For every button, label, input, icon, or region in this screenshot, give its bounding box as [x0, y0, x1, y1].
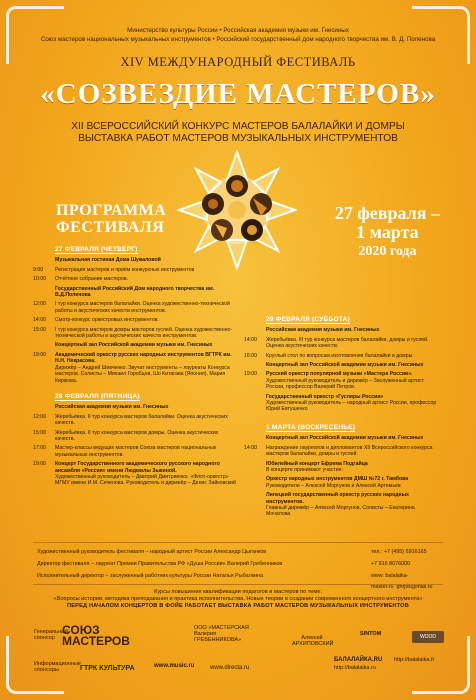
day-heading: 1 МАРТА (ВОСКРЕСЕНЬЕ): [266, 423, 356, 431]
event-venue: Российская академия музыки им. Гнесиных: [266, 327, 380, 334]
general-sponsor-label: Генеральный спонсор: [34, 629, 69, 641]
courses-line: Курсы повышения квалификации педагогов и мастеров по теме:: [154, 589, 322, 595]
event-details: [266, 492, 440, 518]
credit-row: [37, 547, 441, 559]
event-details: [266, 353, 440, 359]
day-heading: 28 ФЕВРАЛЯ (ПЯТНИЦА): [55, 392, 140, 400]
schedule-event: [244, 371, 440, 390]
organizers-line: Министерство культуры России • Российская академия музыки им. Гнесиных: [127, 27, 349, 34]
credit-text: Исполнительный директор – заслуженный работник культуры России Наталья Рыбалкина: [37, 572, 264, 579]
wood-logo: WOOD: [412, 631, 444, 643]
gtrk-logo: ГТРК КУЛЬТУРА: [80, 665, 135, 672]
event-text: I тур конкурса мастеров балалайки. Оценка художественно-технической работы и акустических качеств инструментов.: [55, 301, 230, 314]
event-time: 16:00: [244, 352, 257, 359]
program-heading-line: ПРОГРАММА: [56, 202, 167, 219]
schedule-event: [33, 317, 239, 323]
event-details: [266, 445, 440, 458]
event-details: [55, 301, 239, 314]
schedule-event: [244, 327, 440, 333]
credits: [37, 547, 441, 594]
event-details: [266, 476, 440, 489]
day-heading: 29 ФЕВРАЛЯ (СУББОТА): [266, 316, 350, 323]
schedule-event: [244, 362, 440, 368]
event-time: 10:00: [33, 276, 46, 283]
event-details: [266, 362, 440, 368]
event-time: [244, 327, 266, 333]
grebennikov-logo: ООО «МАСТЕРСКАЯ Валерия ГРЕБЕННИКОВА»: [194, 625, 249, 643]
schedule-event: [33, 267, 239, 273]
event-text: Главный дирижёр – Алексей Моргунов. Солисты – Екатерина Мочалова: [266, 504, 415, 518]
event-details: [266, 371, 440, 390]
event-venue: Концерт Государственного академического русского народного ансамбля «Россия» имени Людмилы Зыкиной.: [55, 461, 220, 474]
festival-number: XIV МЕЖДУНАРОДНЫЙ ФЕСТИВАЛЬ: [120, 55, 356, 69]
event-time: 14:00: [33, 317, 46, 324]
schedule-event: [33, 301, 239, 314]
event-details: [55, 317, 239, 323]
date-line: 1 марта: [356, 222, 419, 242]
event-venue: Оркестр народных инструментов ДМШ №72 г. Тамбова: [266, 476, 409, 483]
event-text: I тур конкурса мастеров домры мастеров гуслей. Оценка художественно-технической работы и акустических качеств инструментов.: [55, 326, 233, 340]
event-time: 12:00: [33, 301, 46, 308]
event-details: [55, 404, 239, 410]
event-details: [55, 276, 239, 282]
schedule-event: [33, 352, 239, 384]
schedule-event: [244, 476, 440, 489]
sponsors-area: [34, 617, 444, 683]
contest-line: ВЫСТАВКА РАБОТ МАСТЕРОВ МУЗЫКАЛЬНЫХ ИНСТРУМЕНТОВ: [78, 133, 398, 144]
event-text: Смотр-конкурс оркестровых инструментов.: [55, 317, 159, 324]
schedule-event: [33, 276, 239, 282]
event-details: [266, 461, 440, 474]
schedule-event: [244, 492, 440, 518]
event-time: 15:00: [33, 326, 46, 333]
balalaika-logo: БАЛАЛАЙКА.RU: [334, 657, 383, 663]
program-heading: [56, 202, 166, 236]
email-link[interactable]: gnrjvs@mail.ru: [396, 584, 433, 591]
event-time: 12:00: [33, 413, 46, 420]
union-logo: СОЮЗ МАСТЕРОВ: [62, 623, 130, 648]
event-text: Художественный руководитель и дирижёр – Заслуженный артист России, профессор Валерий Петров.: [266, 377, 424, 391]
schedule-event: [33, 342, 239, 348]
event-details: [266, 435, 440, 441]
event-details: [55, 461, 239, 487]
divider: [33, 584, 443, 585]
event-time: [244, 394, 266, 413]
event-time: [33, 342, 55, 348]
info-sponsors-label: Информационные спонсоры: [34, 661, 81, 673]
event-details: [55, 352, 239, 384]
event-time: [244, 435, 266, 441]
event-venue: Русский оркестр популярной музыки «Мастера России».: [266, 371, 413, 378]
event-text: Жеребьёвка. III тур конкурса мастеров балалайки, домры и гуслей. Оценка акустических качеств.: [266, 336, 429, 350]
event-venue: Государственный оркестр «Гусляры России»: [266, 393, 384, 400]
event-time: 19:00: [244, 371, 257, 378]
event-time: [244, 476, 266, 489]
event-venue: Музыкальная гостиная Дома Шуваловой: [55, 257, 161, 264]
schedule-right-column: [244, 316, 440, 521]
directa-logo: www.directa.ru: [210, 665, 250, 671]
balalaika-fr-link[interactable]: http://balalaika.fr: [394, 657, 435, 663]
event-time: [244, 492, 266, 518]
event-details: [55, 414, 239, 427]
schedule-left-column: [33, 246, 239, 490]
event-text: Отчётное собрание мастеров.: [55, 276, 129, 283]
event-details: [266, 327, 440, 333]
credit-row: [37, 559, 441, 571]
event-details: [55, 286, 239, 299]
divider: [33, 542, 443, 543]
event-text: Регистрация мастеров и приём конкурсных инструментов: [55, 266, 195, 273]
event-text: В концерте принимают участие:: [266, 466, 343, 473]
courses-info: [0, 589, 476, 610]
schedule-event: [33, 257, 239, 263]
date-line: 2020 года: [358, 244, 417, 259]
event-time: 19:00: [33, 461, 46, 468]
organizers: [0, 27, 476, 44]
balalaika-link[interactable]: http://balalaika.ru: [334, 665, 376, 671]
event-details: [266, 394, 440, 413]
event-venue: Липецкий государственный оркестр русских народных инструментов.: [266, 492, 409, 505]
event-details: [266, 337, 440, 350]
event-details: [55, 445, 239, 458]
day-heading: 27 ФЕВРАЛЯ (ЧЕТВЕРГ): [55, 246, 138, 253]
event-time: [244, 362, 266, 368]
event-details: [55, 342, 239, 348]
event-time: 14:00: [244, 336, 257, 343]
event-text: Художественный руководитель – народный артист России, профессор Юрий Евтушенко: [266, 400, 437, 413]
event-text: Жеребьёвка. II тур конкурса мастеров балалайки. Оценка акустических качеств.: [55, 413, 228, 427]
schedule-event: [244, 445, 440, 458]
event-text: Круглый стол по вопросам изготовления балалайки и домры.: [266, 352, 414, 359]
phone-text: +7 916 8076000: [371, 560, 411, 567]
contest-line: XII ВСЕРОССИЙСКИЙ КОНКУРС МАСТЕРОВ БАЛАЛАЙКИ И ДОМРЫ: [71, 121, 405, 132]
schedule-event: [33, 445, 239, 458]
event-details: [55, 257, 239, 263]
event-time: [244, 461, 266, 474]
festival-dates: [335, 204, 440, 261]
event-details: [55, 430, 239, 443]
event-text: Мастер-классы ведущих мастеров Союза мастеров национальных музыкальных инструментов.: [55, 445, 217, 458]
schedule-event: [33, 414, 239, 427]
program-heading-line: ФЕСТИВАЛЯ: [56, 219, 165, 236]
schedule-event: [33, 404, 239, 410]
event-time: 19:00: [33, 351, 46, 358]
phone-text: тел.: +7 (495) 6916165: [371, 549, 427, 555]
event-time: 17:00: [33, 445, 46, 452]
event-text: Жеребьёвка. II тур конкурса мастеров домры. Оценка акустических качеств.: [55, 429, 219, 442]
date-line: 27 февраля –: [334, 203, 440, 223]
event-time: 14:00: [244, 444, 257, 451]
event-venue: Государственный Российский Дом народного творчества им. В.Д.Поленова: [55, 285, 215, 299]
schedule-event: [244, 337, 440, 350]
event-venue: Концертный зал Российской академии музыки им. Гнесиных: [266, 435, 424, 442]
schedule-event: [33, 327, 239, 340]
event-venue: Российская академия музыки им. Гнесиных: [55, 404, 169, 411]
arkhipovsky-logo: Алексей АРХИПОВСКИЙ: [292, 635, 334, 647]
event-time: [33, 404, 55, 410]
event-venue: Академический оркестр русских народных инструментов ВГТРК им. Н.Н. Некрасова.: [55, 351, 232, 365]
event-text: Художественный руководитель – Дмитрий Дмитриенко. «Флот-оркестр» МГМУ имени И.М. Сеченова. Руководитель и дирижёр – Денис Зайковский: [55, 473, 236, 487]
schedule-event: [244, 435, 440, 441]
site-link[interactable]: www. balalaika-master.ru: [371, 572, 409, 591]
event-time: 15:00: [33, 429, 46, 436]
event-details: [55, 267, 239, 273]
exhibition-notice: ПЕРЕД НАЧАЛОМ КОНЦЕРТОВ В ФОЙЕ РАБОТАЕТ ВЫСТАВКА РАБОТ МАСТЕРОВ МУЗЫКАЛЬНЫХ ИНСТРУМЕНТОВ: [67, 603, 409, 609]
festival-title: «СОЗВЕЗДИЕ МАСТЕРОВ»: [40, 78, 436, 110]
event-details: [55, 327, 239, 340]
event-venue: Концертный зал Российской академии музыки им. Гнесиных: [266, 362, 424, 369]
credit-text: Директор фестиваля – лауреат Премии Правительства РФ «Душа России» Валерий Гребенников: [37, 560, 283, 567]
schedule-event: [33, 430, 239, 443]
schedule-event: [33, 461, 239, 487]
schedule-event: [244, 394, 440, 413]
courses-line: «Вопросы истории, методика преподавания и практика исполнительства. Новые теории в создании современного концертного инструмента»: [53, 596, 423, 602]
event-venue: Концертный зал Российской академии музыки им. Гнесиных: [55, 342, 213, 349]
organizers-line: Союз мастеров национальных музыкальных инструментов • Российский государственный дом народного творчества им. В. Д. Поленова: [40, 35, 436, 43]
event-text: Награждение лауреатов и дипломантов XII Всероссийского конкурса мастеров балалайки, домры и гуслей.: [266, 444, 433, 458]
credit-text: Художественный руководитель фестиваля – народный артист России Александр Цыганков: [37, 549, 267, 555]
event-venue: Юбилейный концерт Ефрема Подгайца: [266, 460, 368, 467]
event-time: 9:00: [33, 266, 44, 273]
schedule-event: [244, 461, 440, 474]
event-time: [33, 257, 55, 263]
event-text: Руководители – Алексей Моргунов и Алексей Артемьев: [266, 482, 401, 489]
event-time: [33, 286, 55, 299]
music-logo: www.music.ru: [154, 663, 195, 669]
contest-subtitle: [0, 121, 476, 145]
event-text: Дирижёр – Андрей Шевченко. Звучат инструменты – лауреаты Конкурса мастеров. Солисты – Михаил Горобцов, Шо Китагава (Япония), Мария Киржова.: [55, 364, 230, 384]
schedule-event: [33, 286, 239, 299]
sintom-logo: SINTOM: [360, 631, 382, 637]
schedule-event: [244, 353, 440, 359]
